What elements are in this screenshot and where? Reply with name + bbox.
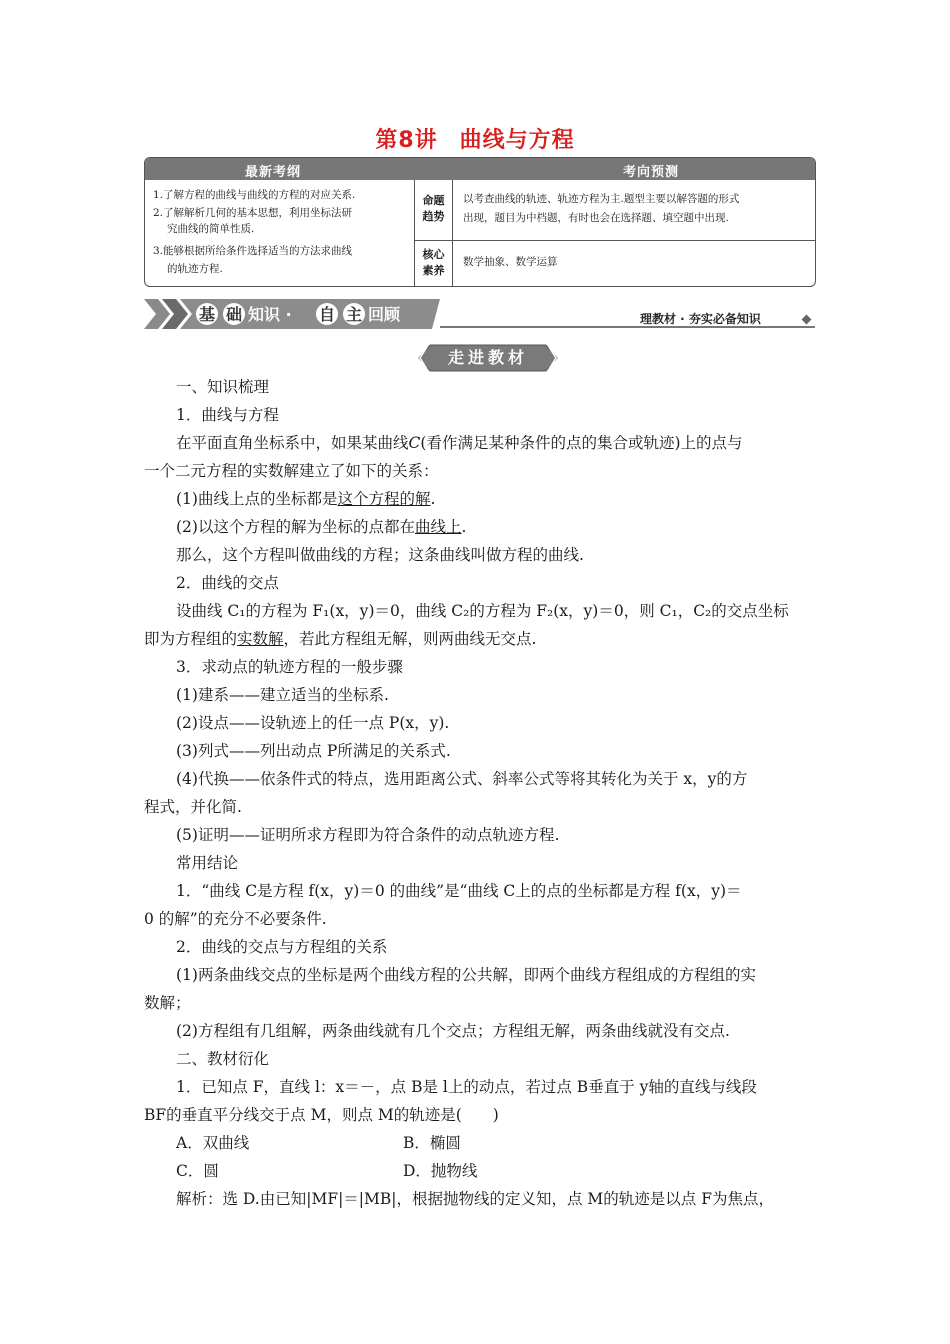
paragraph: 一个二元方程的实数解建立了如下的关系： bbox=[144, 462, 439, 480]
paragraph: 那么，这个方程叫做曲线的方程；这条曲线叫做方程的曲线. bbox=[176, 546, 584, 564]
step: (5)证明——证明所求方程即为符合条件的动点轨迹方程. bbox=[176, 826, 560, 844]
paragraph: 在平面直角坐标系中，如果某曲线C(看作满足某种条件的点的集合或轨迹)上的点与 bbox=[176, 434, 743, 452]
syllabus-header bbox=[145, 158, 815, 180]
literacy-row bbox=[415, 241, 815, 286]
step: (3)列式——列出动点 P所满足的关系式. bbox=[176, 742, 451, 760]
syllabus-goals bbox=[145, 180, 415, 286]
page-title: 第8讲 曲线与方程 bbox=[375, 128, 575, 153]
conclusion: 2．曲线的交点与方程组的关系 bbox=[176, 938, 388, 956]
banner-text: 知识 · bbox=[248, 305, 292, 324]
goal-line: 究曲线的简单性质. bbox=[167, 223, 255, 235]
literacy-tag: 核心 素养 bbox=[415, 241, 453, 286]
banner-char: 主 bbox=[345, 305, 363, 324]
option-c: C．圆 bbox=[176, 1162, 219, 1180]
conclusion: (1)两条曲线交点的坐标是两个曲线方程的公共解，即两个曲线方程组成的方程组的实 bbox=[176, 966, 756, 984]
right-header: 考向预测 bbox=[623, 165, 680, 180]
heading: 二、教材衍化 bbox=[176, 1050, 270, 1068]
trend-tag: 命题 趋势 bbox=[415, 180, 453, 240]
question: BF的垂直平分线交于点 M，则点 M的轨迹是( ) bbox=[144, 1106, 499, 1124]
subheading: 1．曲线与方程 bbox=[176, 406, 279, 424]
goal-line: 2.了解解析几何的基本思想，利用坐标法研 bbox=[153, 207, 353, 219]
step: (4)代换——依条件式的特点，选用距离公式、斜率公式等将其转化为关于 x，y的方 bbox=[176, 770, 748, 788]
diamond-icon bbox=[802, 315, 812, 325]
syllabus-table bbox=[144, 157, 816, 287]
heading: 一、知识梳理 bbox=[176, 378, 270, 396]
question: 1．已知点 F，直线 l：x＝－，点 B是 l上的动点，若过点 B垂直于 y轴的直线与线段 bbox=[176, 1078, 757, 1096]
pill-label: 走进教材 bbox=[447, 348, 528, 367]
goal-line: 的轨迹方程. bbox=[167, 263, 223, 275]
answer: 解析：选 D.由已知|MF|＝|MB|，根据抛物线的定义知，点 M的轨迹是以点 F为焦点， bbox=[176, 1190, 774, 1208]
subheading: 常用结论 bbox=[176, 854, 239, 872]
step: 程式，并化简. bbox=[144, 798, 242, 816]
goal-line: 1.了解方程的曲线与曲线的方程的对应关系. bbox=[153, 189, 356, 201]
paragraph: 即为方程组的实数解，若此方程组无解，则两曲线无交点. bbox=[144, 630, 537, 648]
banner-subtitle: 理教材 · 夯实必备知识 bbox=[640, 312, 761, 326]
banner-char: 自 bbox=[318, 305, 336, 324]
banner-char: 础 bbox=[225, 305, 243, 324]
step: (2)设点——设轨迹上的任一点 P(x，y). bbox=[176, 714, 450, 732]
trend-text: 以考查曲线的轨迹、轨迹方程为主.题型主要以解答题的形式 出现，题目为中档题，有时也会在选择题、填空题中出现. bbox=[463, 193, 740, 224]
conclusion: 1．“曲线 C是方程 f(x，y)＝0 的曲线”是“曲线 C上的点的坐标都是方程 f(x，y)＝ bbox=[176, 882, 742, 900]
paragraph: 设曲线 C₁的方程为 F₁(x，y)＝0，曲线 C₂的方程为 F₂(x，y)＝0，则 C₁，C₂的交点坐标 bbox=[176, 602, 789, 620]
option-d: D．抛物线 bbox=[403, 1162, 478, 1180]
conclusion: 数解； bbox=[144, 994, 191, 1012]
option-a: A．双曲线 bbox=[176, 1134, 250, 1152]
subheading: 3．求动点的轨迹方程的一般步骤 bbox=[176, 658, 403, 676]
subheading: 2．曲线的交点 bbox=[176, 574, 279, 592]
list-item: (1)曲线上点的坐标都是这个方程的解. bbox=[176, 490, 436, 508]
conclusion: (2)方程组有几组解，两条曲线就有几个交点；方程组无解，两条曲线就没有交点. bbox=[176, 1022, 730, 1040]
section-banner bbox=[144, 297, 444, 331]
trend-row bbox=[415, 180, 815, 241]
step: (1)建系——建立适当的坐标系. bbox=[176, 686, 389, 704]
goal-line: 3.能够根据所给条件选择适当的方法求曲线 bbox=[153, 245, 353, 257]
list-item: (2)以这个方程的解为坐标的点都在曲线上. bbox=[176, 518, 467, 536]
banner-text: 回顾 bbox=[368, 305, 401, 324]
literacy-text: 数学抽象、数学运算 bbox=[463, 256, 558, 268]
banner-char: 基 bbox=[198, 305, 216, 324]
conclusion: 0 的解”的充分不必要条件. bbox=[144, 910, 327, 928]
option-b: B．椭圆 bbox=[403, 1134, 461, 1152]
left-header: 最新考纲 bbox=[245, 165, 302, 180]
